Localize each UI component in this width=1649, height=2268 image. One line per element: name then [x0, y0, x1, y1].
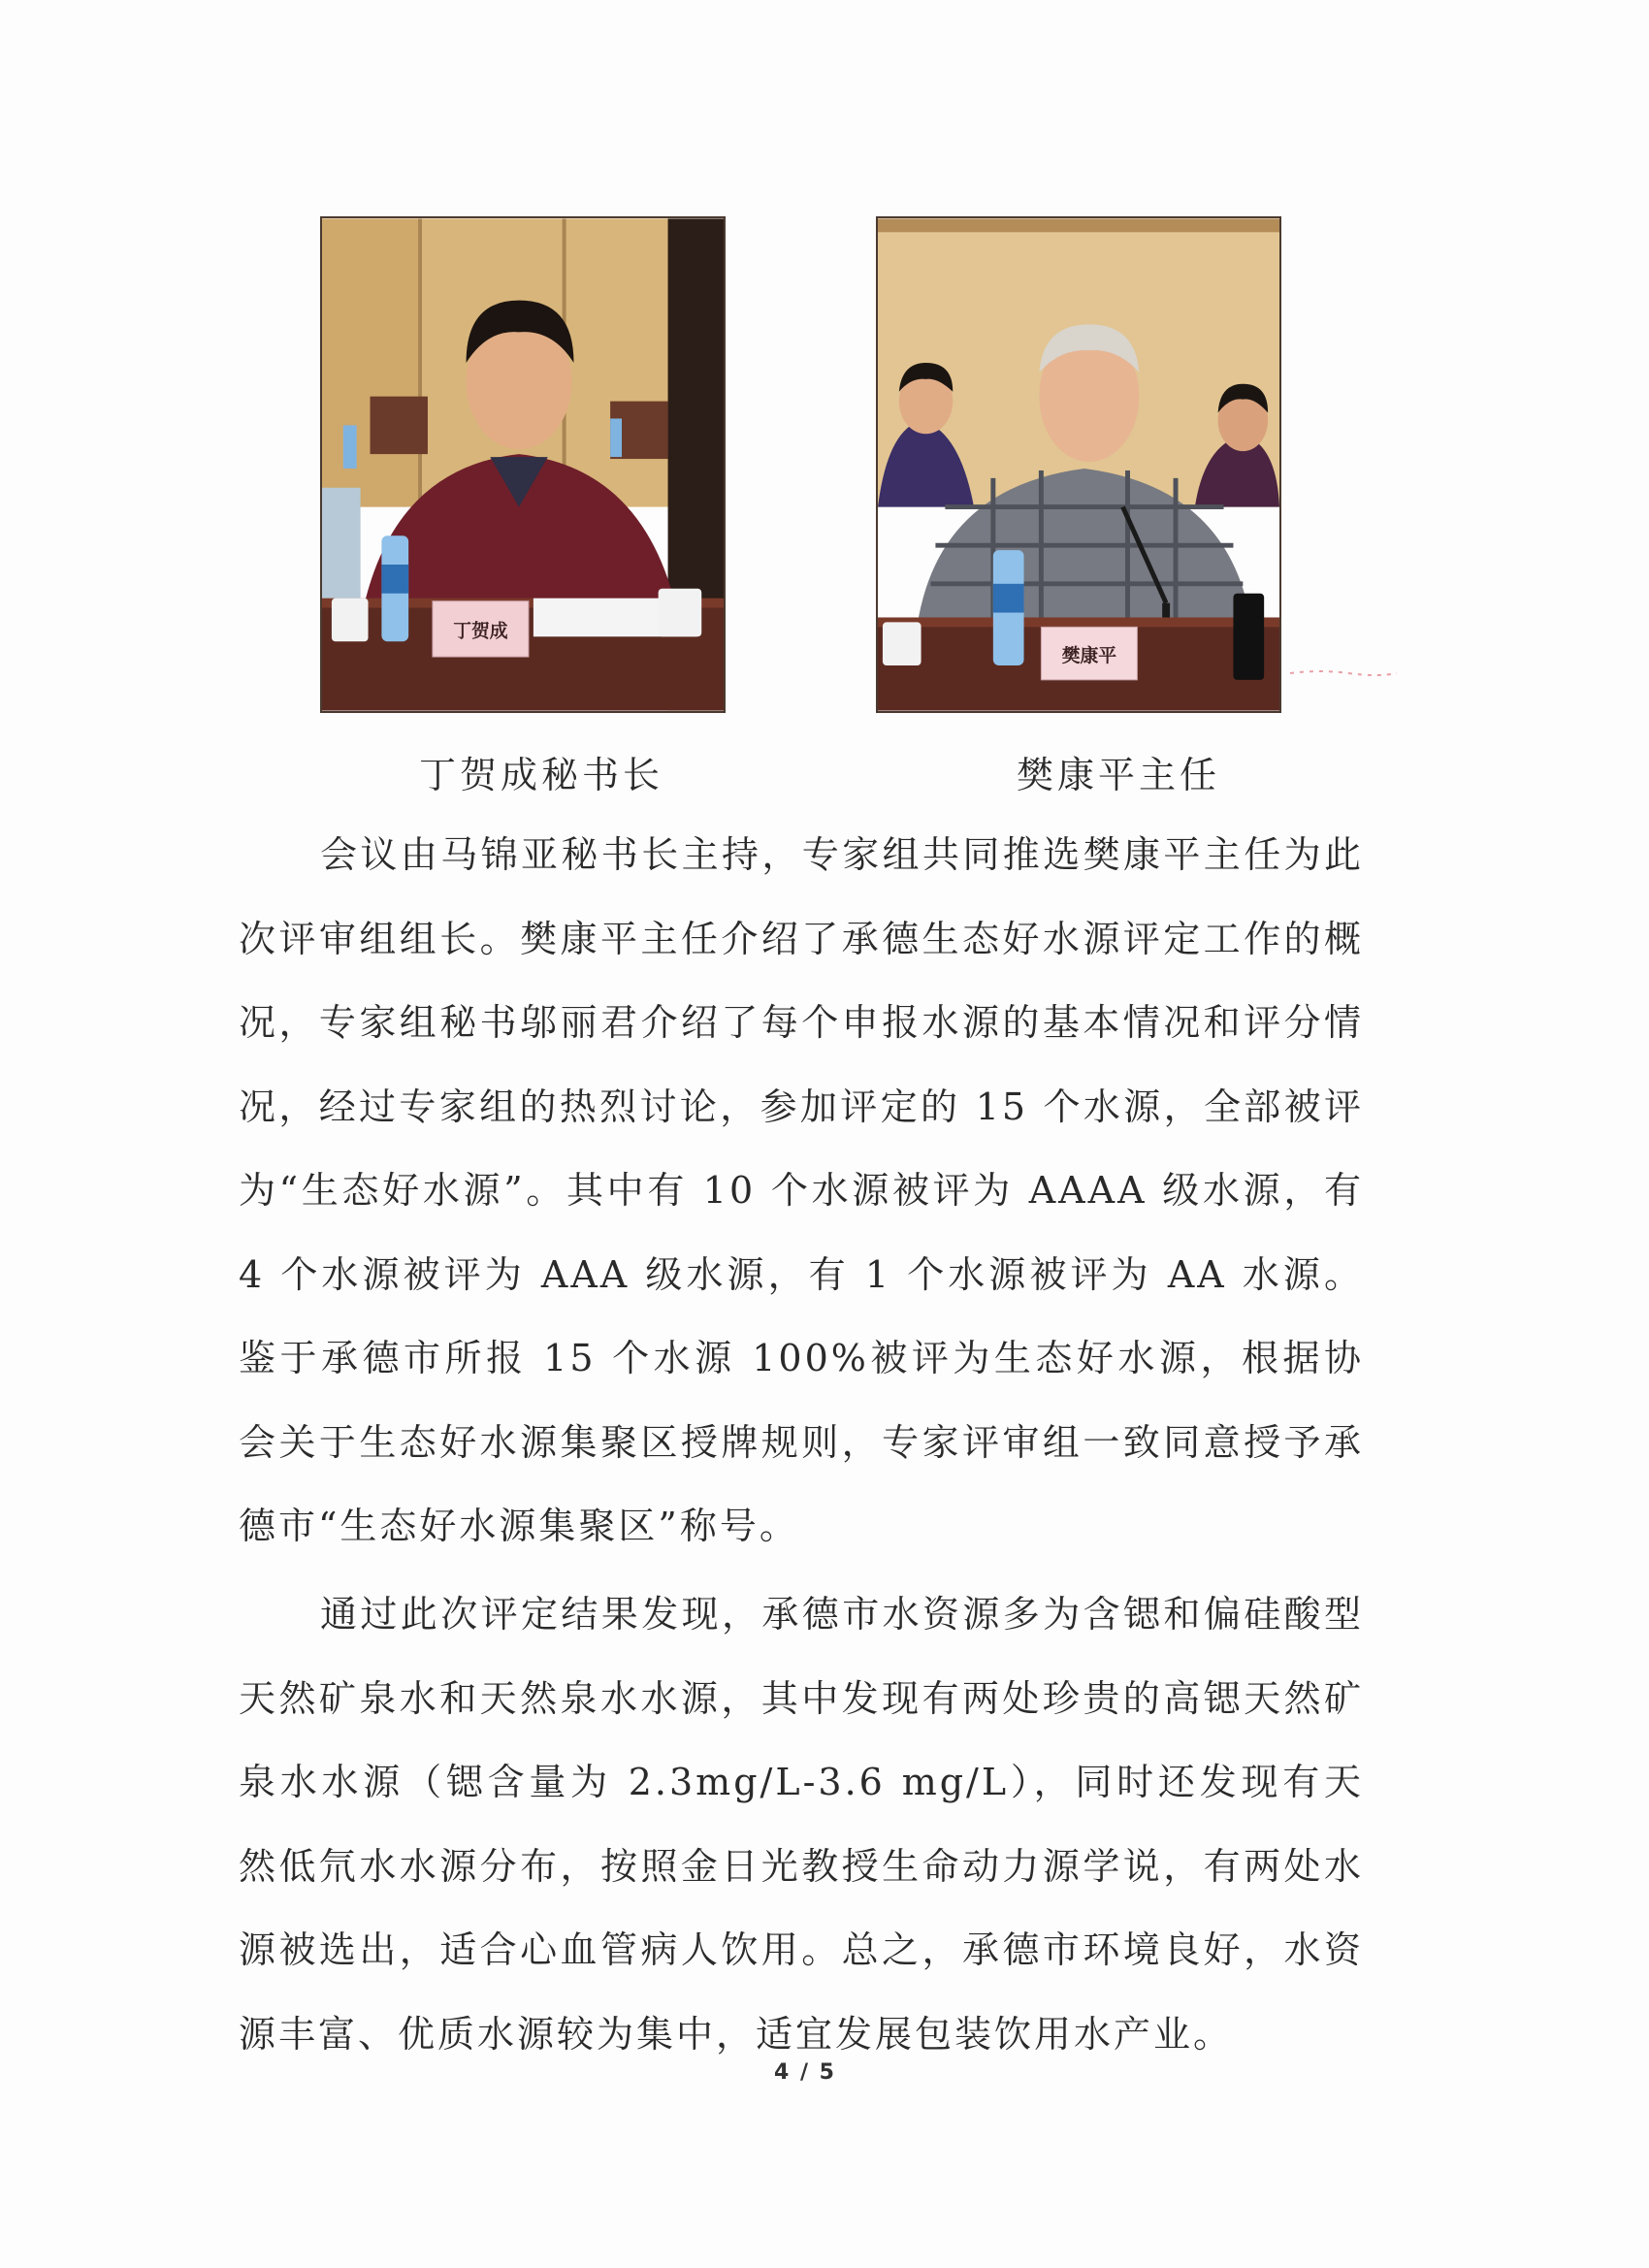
body-paragraph-1: 会议由马锦亚秘书长主持，专家组共同推选樊康平主任为此次评审组组长。樊康平主任介绍了承德生态好水源评定工作的概况，专家组秘书邬丽君介绍了每个申报水源的基本情况和评分情况，经过专家组的热烈讨论，参加评定的 15 个水源，全部被评为“生态好水源”。其中有 10 个水源被评为 AAAA 级水源，有 4 个水源被评为 AAA 级水源，有 1 个水源被评为 AA 水源。鉴于承德市所报 15 个水源 100%被评为生态好水源，根据协会关于生态好水源集聚区授牌规则，专家评审组一致同意授予承德市“生态好水源集聚区”称号。: [239, 833, 1364, 1547]
photo-right-illustration: [878, 218, 1279, 711]
caption-left: 丁贺成秘书长: [419, 754, 664, 796]
photo-ding-hecheng: [320, 216, 726, 713]
photo-fan-kangping: [876, 216, 1281, 713]
page-number: 4 / 5: [774, 2060, 836, 2085]
caption-right: 樊康平主任: [1017, 754, 1221, 796]
body-paragraph-2: 通过此次评定结果发现，承德市水资源多为含锶和偏硅酸型天然矿泉水和天然泉水水源，其中发现有两处珍贵的高锶天然矿泉水水源（锶含量为 2.3mg/L-3.6 mg/L），同时还发现有天然低氘水水源分布，按照金日光教授生命动力源学说，有两处水源被选出，适合心血管病人饮用。总之，承德市环境良好，水资源丰富、优质水源较为集中，适宜发展包装饮用水产业。: [239, 1593, 1364, 2056]
photo-left-nameplate: 丁贺成: [453, 621, 508, 642]
photo-left-illustration: [322, 218, 724, 711]
faint-stamp-mark: [1290, 669, 1397, 677]
photo-right-nameplate: 樊康平: [1061, 646, 1117, 667]
